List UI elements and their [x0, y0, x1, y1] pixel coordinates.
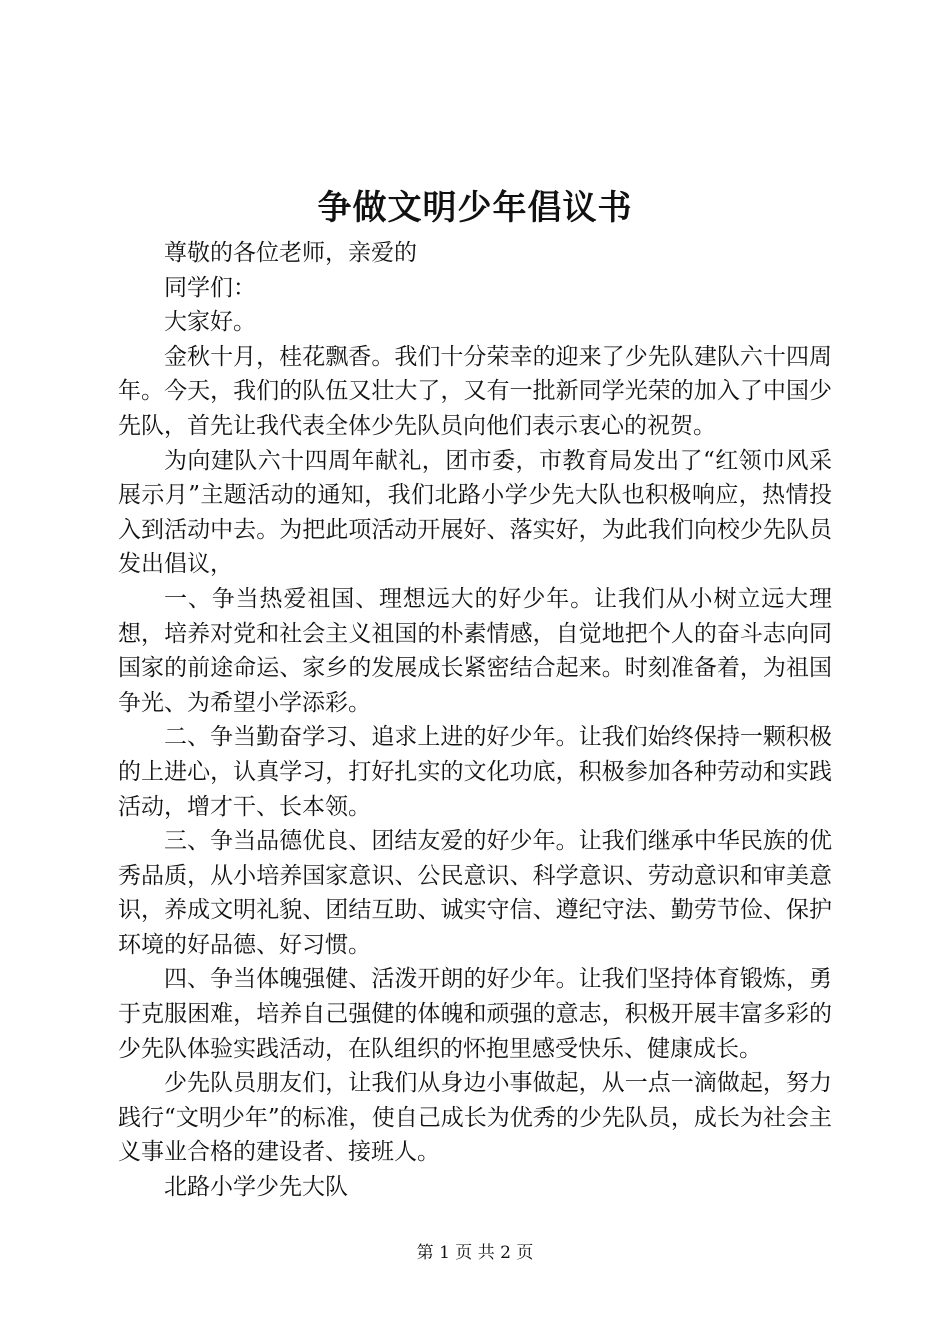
page-number-footer: 第 1 页 共 2 页	[416, 1243, 534, 1263]
signature: 北路小学少先大队	[164, 1174, 348, 1201]
paragraph-closing: 少先队员朋友们，让我们从身边小事做起，从一点一滴做起，努力践行“文明少年”的标准，使自己成长为优秀的少先队员，成长为社会主义事业合格的建设者、接班人。	[118, 1070, 832, 1166]
proposal-item-4: 四、争当体魄强健、活泼开朗的好少年。让我们坚持体育锻炼，勇于克服困难，培养自己强健的体魄和顽强的意志，积极开展丰富多彩的少先队体验实践活动，在队组织的怀抱里感受快乐、健康成长。	[118, 966, 832, 1062]
paragraph-background: 为向建队六十四周年献礼，团市委，市教育局发出了“红领巾风采展示月”主题活动的通知，我们北路小学少先大队也积极响应，热情投入到活动中去。为把此项活动开展好、落实好，为此我们向校少先队员发出倡议，	[118, 447, 832, 578]
greeting: 大家好。	[164, 309, 256, 336]
paragraph-intro: 金秋十月，桂花飘香。我们十分荣幸的迎来了少先队建队六十四周年。今天，我们的队伍又壮大了，又有一批新同学光荣的加入了中国少先队，首先让我代表全体少先队员向他们表示衷心的祝贺。	[118, 343, 832, 439]
proposal-item-3: 三、争当品德优良、团结友爱的好少年。让我们继承中华民族的优秀品质，从小培养国家意识、公民意识、科学意识、劳动意识和审美意识，养成文明礼貌、团结互助、诚实守信、遵纪守法、勤劳节俭、保护环境的好品德、好习惯。	[118, 828, 832, 958]
proposal-item-1: 一、争当热爱祖国、理想远大的好少年。让我们从小树立远大理想，培养对党和社会主义祖国的朴素情感，自觉地把个人的奋斗志向同国家的前途命运、家乡的发展成长紧密结合起来。时刻准备着，为祖国争光、为希望小学添彩。	[118, 585, 832, 716]
page-title: 争做文明少年倡议书	[317, 188, 633, 228]
document-body	[118, 236, 832, 1205]
salutation-line-2: 同学们：	[164, 274, 256, 301]
proposal-item-2: 二、争当勤奋学习、追求上进的好少年。让我们始终保持一颗积极的上进心，认真学习，打好扎实的文化功底，积极参加各种劳动和实践活动，增才干、长本领。	[118, 724, 832, 820]
salutation-line-1: 尊敬的各位老师，亲爱的	[164, 240, 417, 266]
